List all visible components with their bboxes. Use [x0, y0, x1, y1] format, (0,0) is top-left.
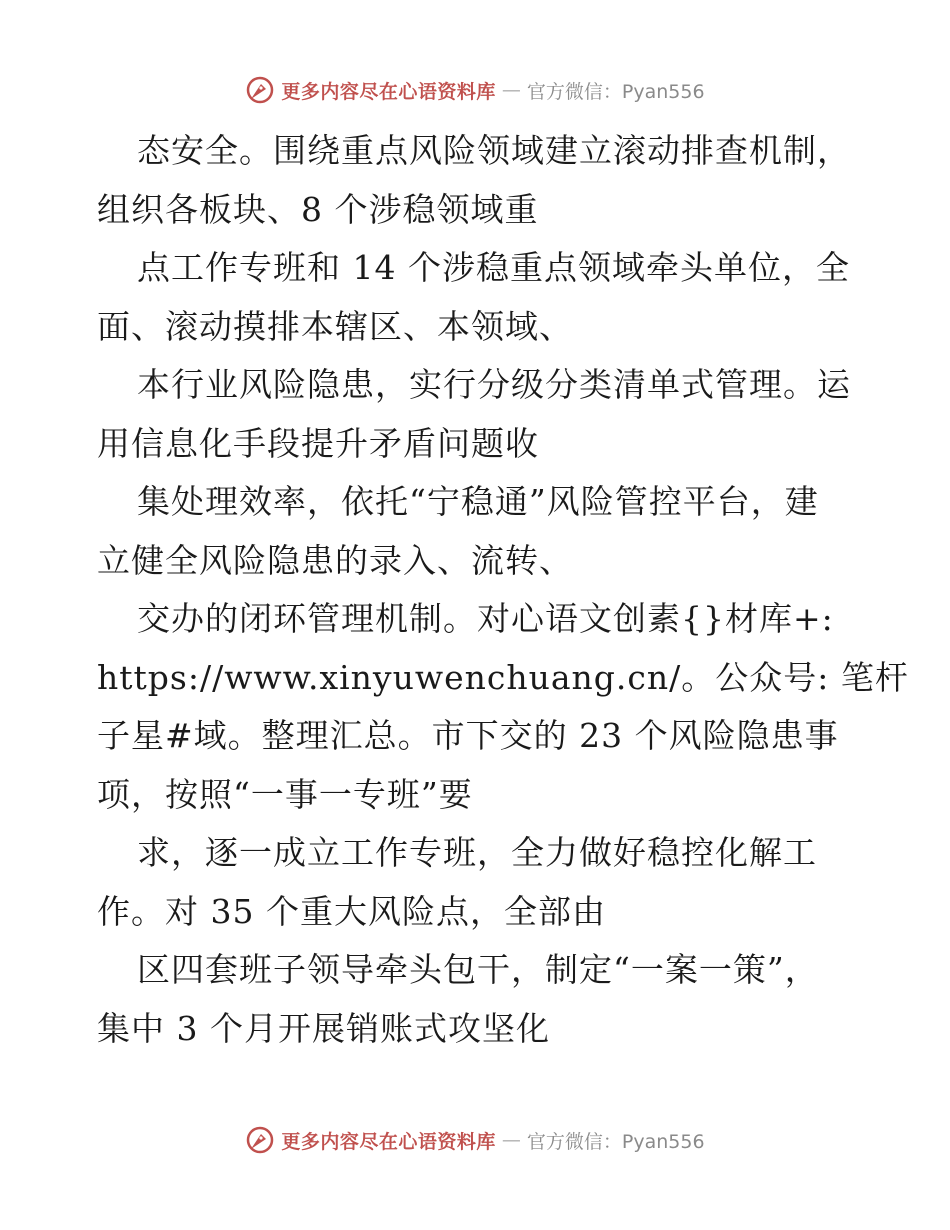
body-line: 立健全风险隐患的录入、流转、 [97, 540, 573, 580]
body-line: 作。对 35 个重大风险点，全部由 [97, 891, 606, 931]
footer-brand-text: 更多内容尽在心语资料库 [281, 1130, 496, 1153]
body-line: 项，按照“一事一专班”要 [97, 774, 473, 814]
footer-wechat-text: 官方微信：Pyan556 [526, 1130, 705, 1153]
body-line: 点工作专班和 14 个涉稳重点领域牵头单位，全 [137, 248, 850, 287]
header-dash: — [501, 79, 521, 101]
header-brand-text: 更多内容尽在心语资料库 [281, 80, 496, 103]
body-line: 子星#域。整理汇总。市下交的 23 个风险隐患事 [97, 716, 839, 755]
body-line: 本行业风险隐患，实行分级分类清单式管理。运 [137, 365, 851, 404]
header-wechat-text: 官方微信：Pyan556 [526, 80, 705, 103]
body-line: 态安全。围绕重点风险领域建立滚动排查机制， [137, 131, 851, 170]
footer-dash: — [501, 1129, 521, 1151]
body-line: 求，逐一成立工作专班，全力做好稳控化解工 [137, 833, 817, 872]
body-line: 集处理效率，依托“宁稳通”风险管控平台，建 [137, 482, 819, 521]
body-line: 集中 3 个月开展销账式攻坚化 [97, 1008, 550, 1048]
body-line: 组织各板块、8 个涉稳领域重 [97, 189, 539, 229]
pen-nib-circle-icon [245, 1125, 275, 1155]
body-line: 交办的闭环管理机制。对心语文创素{}材库+: [137, 599, 834, 638]
pen-nib-circle-icon [245, 75, 275, 105]
body-line: 区四套班子领导牵头包干，制定“一案一策”， [137, 950, 819, 989]
document-body [97, 122, 909, 1058]
header-banner [0, 70, 950, 110]
footer-banner [0, 1120, 950, 1160]
body-line: 用信息化手段提升矛盾问题收 [97, 423, 539, 463]
body-line: 面、滚动摸排本辖区、本领域、 [97, 306, 573, 346]
body-line: https://www.xinyuwenchuang.cn/。公众号: 笔杆 [97, 657, 909, 697]
